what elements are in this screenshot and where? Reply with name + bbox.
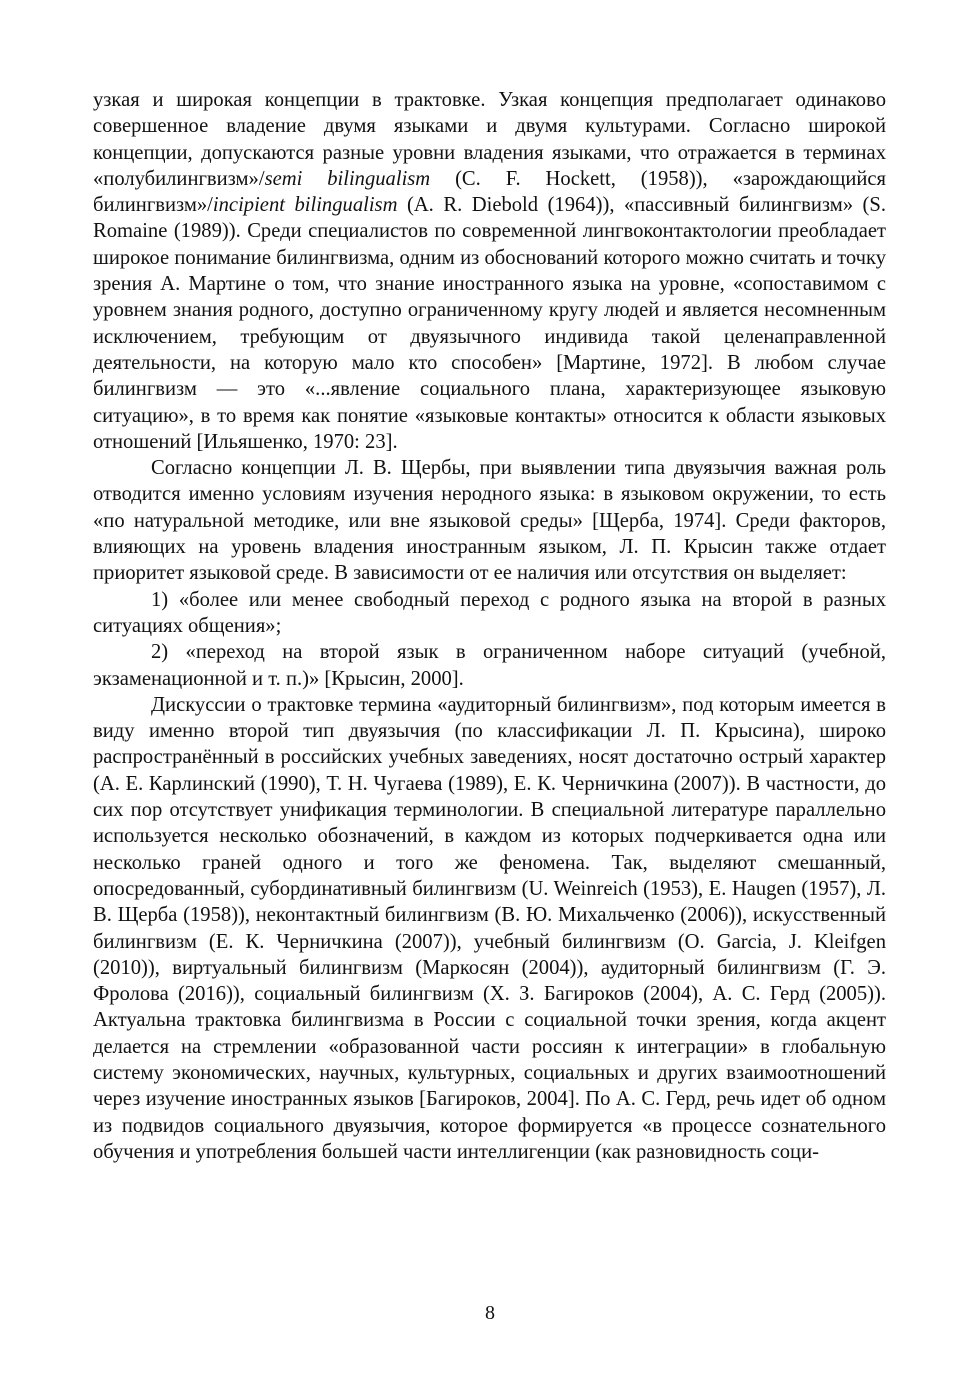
list-item: 1) «более или менее свободный переход с родного языка на второй в разных ситуациях общения»; [93,588,886,637]
paragraph-1-text-b: (C. F. Hockett, (1958)), «зарождающийся билингвизм»/ [93,167,886,217]
paragraph-shcherba: Согласно концепции Л. В. Щербы, при выявлении типа двуязычия важная роль отводится именно условиям изучения неродного языка: в языковом окружении, то есть «по натуральной методике, или вне языковой среды» [Щерба, 1974]. Среди факторов, влияющих на уровень владения иностранным языком, Л. П. Крысин также отдает приоритет языковой среде. В зависимости от ее наличия или отсутствия он выделяет: [93,457,886,585]
term-semi-bilingualism: semi bilingualism [264,167,431,190]
paragraph-continuation [93,87,886,455]
paragraph-1-text-c: (A. R. Diebold (1964)), «пассивный билингвизм» (S. Romaine (1989)). Среди специалистов по современной лингвоконтактологии преобладает широкое понимание билингвизма, одним из обоснований которого можно считать и точку зрения А. Мартине о том, что знание иностранного языка на уровне, «сопоставимом с уровнем знания родного, доступно ограниченному кругу людей и является несомненным исключением, требующим от двуязычного индивида такой целенаправленной деятельности, на которую мало кто способен» [Мартине, 1972]. В любом случае билингвизм — это «...явление социального плана, характеризующее языковую ситуацию», в то время как понятие «языковые контакты» относится к области языковых отношений [Ильяшенко, 1970: 23]. [93,194,887,453]
paragraph-auditory-bilingualism: Дискуссии о трактовке термина «аудиторный билингвизм», под которым имеется в виду именно второй тип двуязычия (по классификации Л. П. Крысина), широко распространённый в российских учебных заведениях, носят достаточно острый характер (А. Е. Карлинский (1990), Т. Н. Чугаева (1989), Е. К. Черничкина (2007)). В частности, до сих пор отсутствует унификация терминологии. В специальной литературе параллельно используется несколько обозначений, в каждом из которых подчеркивается одна или несколько граней одного и того же феномена. Так, выделяют смешанный, опосредованный, субординативный билингвизм (U. Weinreich (1953), E. Haugen (1957), Л. В. Щерба (1958)), неконтактный билингвизм (В. Ю. Михальченко (2006)), искусственный билингвизм (Е. К. Черничкина (2007)), учебный билингвизм (O. Garcia, J. Kleifgen (2010)), виртуальный билингвизм (Маркосян (2004)), аудиторный билингвизм (Г. Э. Фролова (2016)), социальный билингвизм (Х. З. Багироков (2004), А. С. Герд (2005)). Актуальна трактовка билингвизма в России с социальной точки зрения, когда акцент делается на стремлении «образованной части россиян к интеграции» в глобальную систему экономических, научных, культурных, социальных и других взаимоотношений через изучение иностранных языков [Багироков, 2004]. По А. С. Герд, речь идет об одном из подвидов социального двуязычия, которое формируется «в процессе сознательного обучения и употребления большей части интеллигенции (как разновидность соци- [93,693,886,1163]
paragraph-1-text-a: узкая и широкая концепции в трактовке. Узкая концепция предполагает одинаково совершенное владение двумя языками и двумя культурами. Согласно широкой концепции, допускаются разные уровни владения языками, что отражается в терминах «полубилингвизм»/ [93,89,886,190]
term-incipient-bilingualism: incipient bilingualism [212,194,398,217]
list-item: 2) «переход на второй язык в ограниченном наборе ситуаций (учебной, экзаменационной и т. п.)» [Крысин, 2000]. [93,641,886,690]
document-page [93,87,886,1165]
page-number: 8 [485,1302,495,1324]
